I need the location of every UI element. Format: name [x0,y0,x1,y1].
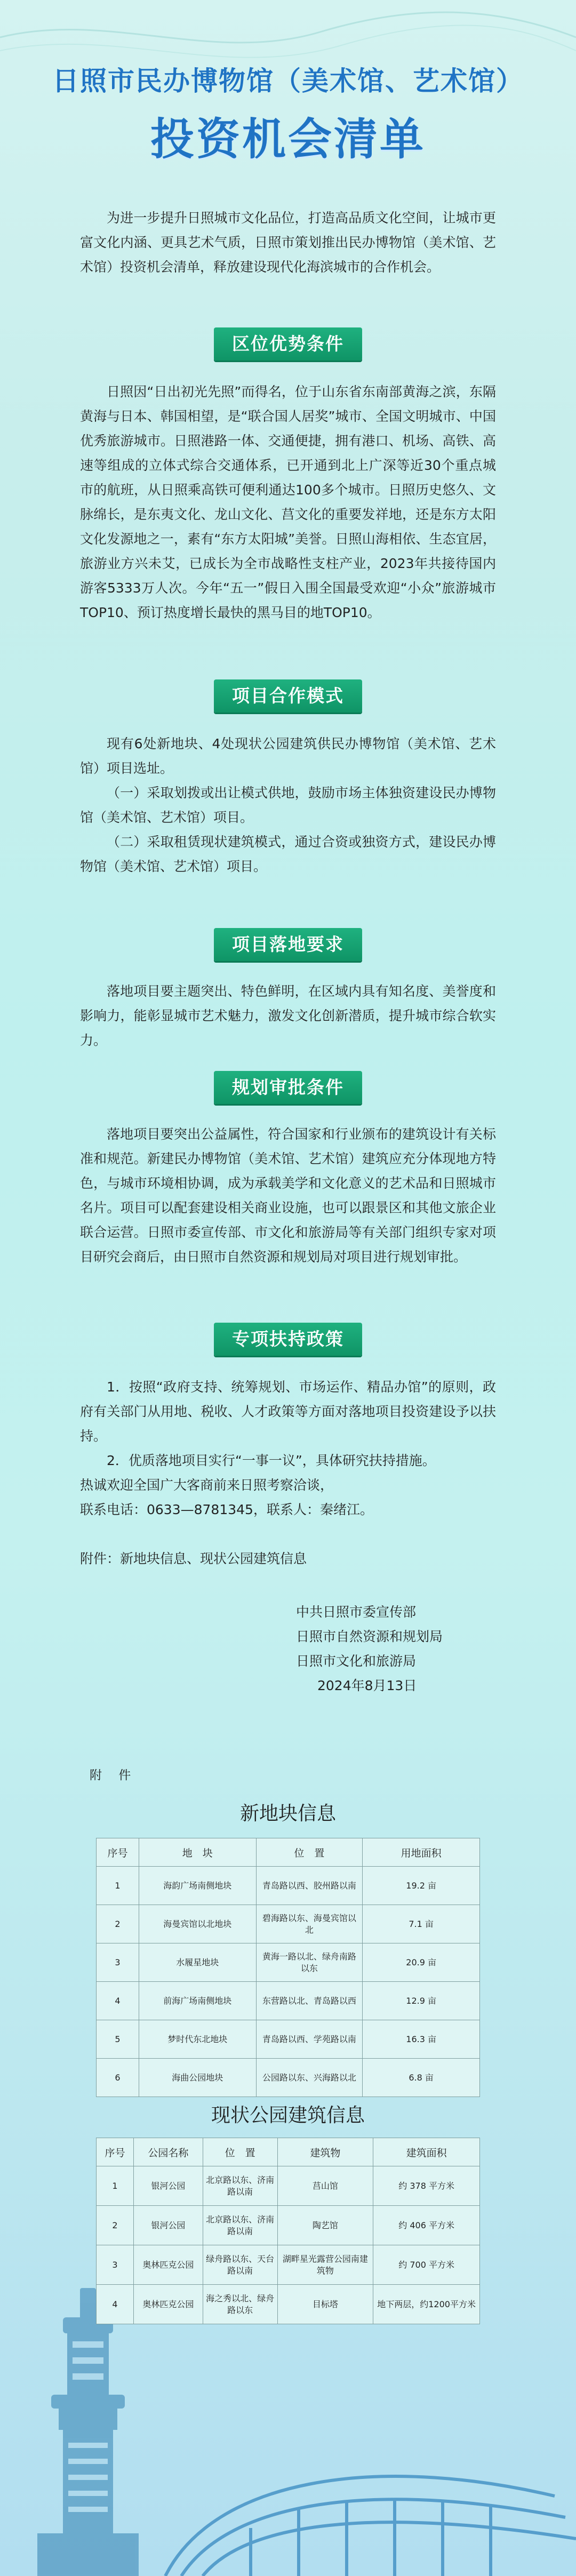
page-title-line2: 投资机会清单 [150,114,426,165]
table-cell: 前海广场南侧地块 [139,1982,256,2020]
table-park-header: 公园名称 [133,2138,203,2166]
table-row [97,1905,480,1943]
table-cell: 1 [97,2166,134,2206]
table-cell: 2 [97,1905,139,1943]
table-cell: 银河公园 [133,2166,203,2206]
table-new-header: 位 置 [256,1838,363,1867]
approval-text: 落地项目要突出公益属性，符合国家和行业颁布的建筑设计有关标准和规范。新建民办博物馆（美术馆、艺术馆）建筑应充分体现地方特色，与城市环境相协调，成为承载美学和文化意义的艺术品和日照城市名片。项目可以配套建设相关商业设施，也可以跟景区和其他文旅企业联合运营。日照市委宣传部、市文化和旅游局等有关部门组织专家对项目研究会商后，由日照市自然资源和规划局对项目进行规划审批。 [80,1126,496,1265]
section-heading-requirements: 项目落地要求 [214,928,362,961]
table-cell: 黄海一路以北、绿舟南路以东 [256,1943,363,1982]
table-cell: 海曼宾馆以北地块 [139,1905,256,1943]
requirements-paragraph [80,979,496,1053]
policy-contact: 联系电话：0633—8781345，联系人：秦绪江。 [80,1502,373,1517]
table-new-header-row [97,1838,480,1867]
table-cell: 3 [97,2245,134,2285]
table-new-header: 用地面积 [363,1838,480,1867]
table-row [97,2059,480,2097]
table-cell: 陶艺馆 [277,2206,373,2245]
table-park-header: 序号 [97,2138,134,2166]
signature-block [296,1600,488,1698]
table-cell: 约 406 平方米 [373,2206,480,2245]
table-cell: 梦时代东北地块 [139,2020,256,2059]
section-heading-location: 区位优势条件 [214,327,362,361]
table-cell: 海韵广场南侧地块 [139,1867,256,1905]
table-park-header: 建筑面积 [373,2138,480,2166]
table-row [97,2285,480,2324]
policy-text-3: 热诚欢迎全国广大客商前来日照考察洽谈， [80,1477,334,1493]
table-cell: 碧海路以东、海曼宾馆以北 [256,1905,363,1943]
cooperation-text-2: （一）采取划拨或出让模式供地，鼓励市场主体独资建设民办博物馆（美术馆、艺术馆）项目。 [80,785,496,825]
table-row [97,1982,480,2020]
table-cell: 湖畔星光露营公园南建筑物 [277,2245,373,2285]
table-cell: 海之秀以北、绿舟路以东 [203,2285,277,2324]
table-cell: 4 [97,1982,139,2020]
requirements-text: 落地项目要主题突出、特色鲜明，在区域内具有知名度、美誉度和影响力，能彰显城市艺术魅力，激发文化创新潜质，提升城市综合软实力。 [80,983,496,1048]
table-cell: 青岛路以西、学苑路以南 [256,2020,363,2059]
table-row [97,2020,480,2059]
table-cell: 莒山馆 [277,2166,373,2206]
table-cell: 6.8 亩 [363,2059,480,2097]
section-heading-cooperation: 项目合作模式 [214,679,362,713]
intro-paragraph [80,206,496,279]
table-cell: 6 [97,2059,139,2097]
table-cell: 公园路以东、兴海路以北 [256,2059,363,2097]
table-cell: 银河公园 [133,2206,203,2245]
table-cell: 2 [97,2206,134,2245]
table-row [97,1867,480,1905]
table-cell: 3 [97,1943,139,1982]
table-cell: 目标塔 [277,2285,373,2324]
stadium-illustration-icon [165,2476,576,2576]
cooperation-text-1: 现有6处新地块、4处现状公园建筑供民办博物馆（美术馆、艺术馆）项目选址。 [80,736,496,776]
table-cell: 12.9 亩 [363,1982,480,2020]
signature-date: 2024年8月13日 [317,1678,417,1693]
table-new-title: 新地块信息 [239,1803,336,1825]
policy-attachments: 附件：新地块信息、现状公园建筑信息 [80,1551,307,1566]
table-cell: 北京路以东、济南路以南 [203,2206,277,2245]
table-cell: 北京路以东、济南路以南 [203,2166,277,2206]
section-heading-approval: 规划审批条件 [214,1071,362,1104]
table-row [97,1943,480,1982]
policy-text-2: 2．优质落地项目实行“一事一议”，具体研究扶持措施。 [107,1453,436,1468]
table-cell: 20.9 亩 [363,1943,480,1982]
table-cell: 7.1 亩 [363,1905,480,1943]
table-new-land [96,1838,480,2097]
table-row [97,2166,480,2206]
table-cell: 地下两层，约1200平方米 [373,2285,480,2324]
location-text: 日照因“日出初光先照”而得名，位于山东省东南部黄海之滨，东隔黄海与日本、韩国相望，是“联合国人居奖”城市、全国文明城市、中国优秀旅游城市。日照港路一体、交通便捷，拥有港口、机场、高铁、高速等组成的立体式综合交通体系，已开通到北上广深等近30个重点城市的航班，从日照乘高铁可便利通达100多个城市。日照历史悠久、文脉绵长，是东夷文化、龙山文化、莒文化的重要发祥地，还是东方太阳文化发源地之一，素有“东方太阳城”美誉。日照山海相依、生态宜居，旅游业方兴未艾，已成长为全市战略性支柱产业，2023年共接待国内游客5333万人次。今年“五一”假日入围全国最受欢迎“小众”旅游城市TOP10、预订热度增长最快的黑马目的地TOP10。 [80,384,496,620]
tower-illustration-icon [37,2288,139,2576]
table-park-header-row [97,2138,480,2166]
table-park-title: 现状公园建筑信息 [211,2105,365,2126]
table-cell: 青岛路以西、胶州路以南 [256,1867,363,1905]
attachment-label: 附 件 [90,1769,138,1782]
table-row [97,2245,480,2285]
table-cell: 约 378 平方米 [373,2166,480,2206]
table-cell: 19.2 亩 [363,1867,480,1905]
signature-org-2: 日照市自然资源和规划局 [296,1629,443,1644]
table-cell: 约 700 平方米 [373,2245,480,2285]
table-cell: 16.3 亩 [363,2020,480,2059]
table-cell: 水履星地块 [139,1943,256,1982]
signature-org-3: 日照市文化和旅游局 [296,1653,417,1669]
table-cell: 奥林匹克公园 [133,2285,203,2324]
table-new-header: 地 块 [139,1838,256,1867]
page-title-line1: 日照市民办博物馆（美术馆、艺术馆） [52,66,524,97]
location-paragraph [80,380,496,625]
cooperation-text-3: （二）采取租赁现状建筑模式，通过合资或独资方式，建设民办博物馆（美术馆、艺术馆）项目。 [80,834,496,874]
cooperation-paragraphs [80,732,496,879]
table-row [97,2206,480,2245]
table-cell: 绿舟路以东、天台路以南 [203,2245,277,2285]
policy-text-1: 1．按照“政府支持、统筹规划、市场运作、精品办馆”的原则，政府有关部门从用地、税收、人才政策等方面对落地项目投资建设予以扶持。 [80,1379,496,1444]
intro-text: 为进一步提升日照城市文化品位，打造高品质文化空间，让城市更富文化内涵、更具艺术气质，日照市策划推出民办博物馆（美术馆、艺术馆）投资机会清单，释放建设现代化海滨城市的合作机会。 [80,210,496,275]
table-park-buildings [96,2138,480,2324]
table-cell: 1 [97,1867,139,1905]
table-cell: 4 [97,2285,134,2324]
table-cell: 5 [97,2020,139,2059]
table-cell: 奥林匹克公园 [133,2245,203,2285]
policy-paragraphs [80,1375,496,1571]
table-new-header: 序号 [97,1838,139,1867]
signature-org-1: 中共日照市委宣传部 [296,1604,417,1620]
table-cell: 东营路以北、青岛路以西 [256,1982,363,2020]
approval-paragraph [80,1122,496,1269]
section-heading-policy: 专项扶持政策 [214,1323,362,1356]
table-park-header: 位 置 [203,2138,277,2166]
table-park-header: 建筑物 [277,2138,373,2166]
table-cell: 海曲公园地块 [139,2059,256,2097]
